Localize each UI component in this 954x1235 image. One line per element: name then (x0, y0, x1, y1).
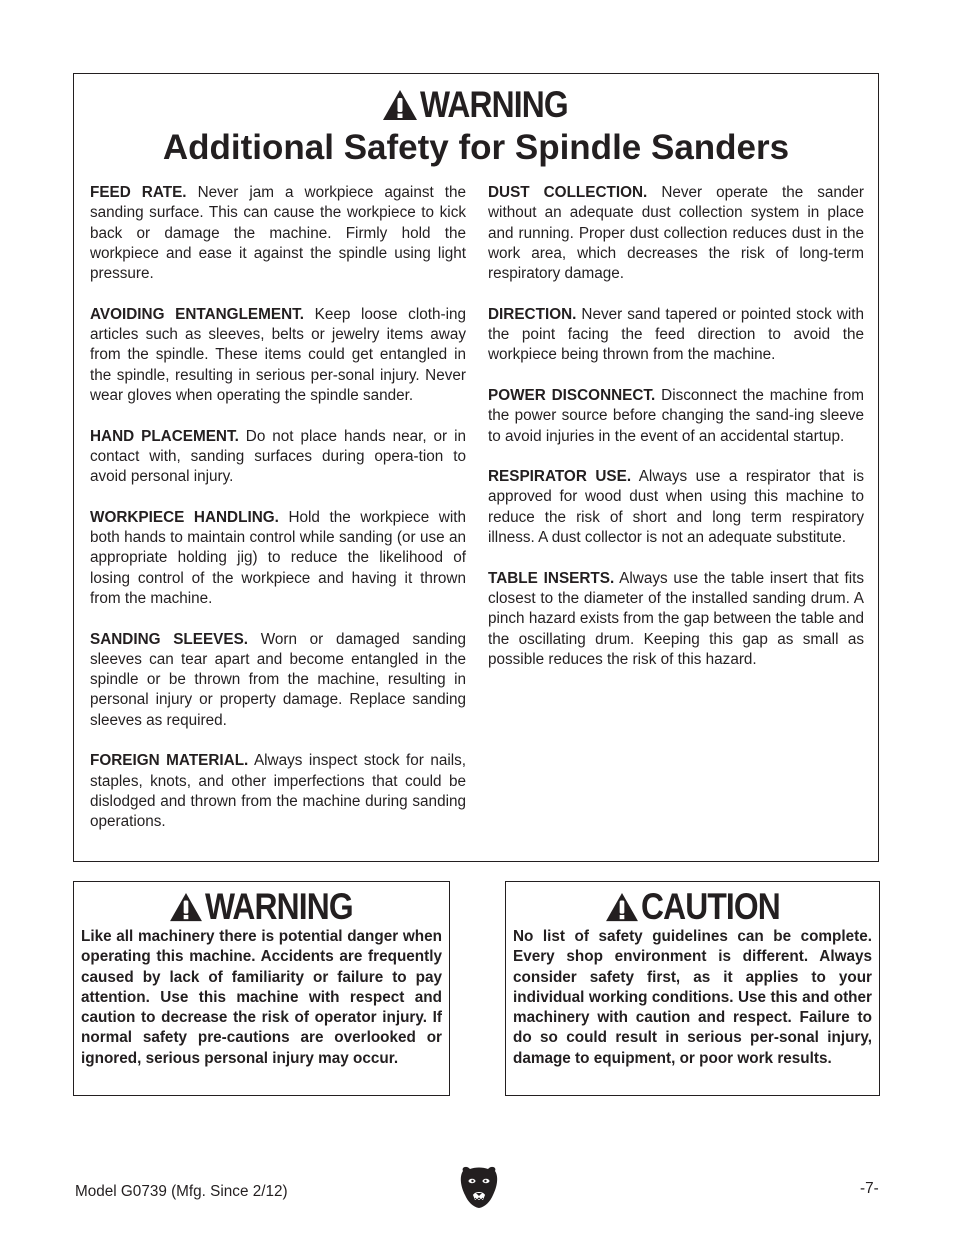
safety-paragraph (90, 751, 466, 832)
paragraph-text: Disconnect the machine from the power source before changing the sand-ing sleeve to avoid injuries in the event of an accidental startup. (488, 386, 864, 445)
paragraph-heading: POWER DISCONNECT. (488, 386, 656, 404)
paragraph-text: Always use a respirator that is approved for wood dust when using this machine to reduce the risk of short and long term respiratory illness. A dust collector is not an adequate substitute. (488, 468, 864, 547)
paragraph-heading: WORKPIECE HANDLING. (90, 508, 279, 526)
warning-triangle-icon (382, 89, 418, 121)
signal-word-warning: WARNING (420, 84, 568, 125)
paragraph-text: Never jam a workpiece against the sanding surface. This can cause the workpiece to kick back or damage the machine. Firmly hold the workpiece and ease it against the spindle using light pressure. (90, 184, 467, 283)
paragraph-text: Do not place hands near, or in contact with, sanding surfaces during opera-tion to avoid personal injury. (90, 427, 466, 486)
safety-paragraph (90, 427, 466, 488)
paragraph-text: Always inspect stock for nails, staples, knots, and other imperfections that could be dislodged and thrown from the machine during sanding operations. (90, 752, 467, 831)
safety-paragraph (488, 467, 864, 548)
safety-paragraph (488, 386, 864, 447)
warning-header (74, 86, 878, 123)
caution-text: No list of safety guidelines can be complete. Every shop environment is different. Always consider safety first, as it applies to your individual working conditions. Use this and other machinery with caution and respect. Failure to do so could result in serious per-sonal injury, damage to equipment, or poor work results. (513, 928, 872, 1067)
warning-header (74, 888, 449, 925)
safety-paragraph (90, 305, 466, 406)
page-title: Additional Safety for Spindle Sanders (162, 128, 790, 167)
paragraph-text: Always use the table insert that fits closest to the diameter of the installed sanding drum. A pinch hazard exists from the gap between the table and the oscillating drum. Keeping this gap as small as possible reduces the risk of this hazard. (488, 569, 864, 668)
safety-paragraph (488, 569, 864, 670)
paragraph-text: Never operate the sander without an adequate dust collection system in place and running. Proper dust collection reduces dust in the work area, which decreases the risk of long-term respiratory damage. (488, 184, 864, 283)
bear-head-icon (459, 1165, 499, 1209)
caution-box (505, 881, 880, 1096)
paragraph-heading: DUST COLLECTION. (488, 184, 648, 201)
left-column (90, 183, 466, 853)
safety-paragraph (488, 305, 864, 366)
paragraph-text: Hold the workpiece with both hands to maintain control while sanding (or use an appropriate holding jig) to reduce the likelihood of losing control of the workpiece and having it thrown from the machine. (90, 508, 466, 607)
safety-paragraph (90, 630, 466, 731)
safety-paragraph (488, 183, 864, 284)
paragraph-text: Worn or damaged sanding sleeves can tear apart and become entangled in the spindle or be thrown from the machine, resulting in personal injury or property damage. Replace sanding sleeves as required. (90, 630, 466, 729)
paragraph-text: Keep loose cloth-ing articles such as sleeves, belts or jewelry items away from the spindle. These items could get entangled in the spindle, resulting in serious per-sonal injury. Never wear gloves when operating the spindle sander. (90, 305, 466, 404)
safety-paragraph (90, 183, 466, 284)
warning-triangle-icon (169, 892, 203, 922)
general-warning-box (73, 881, 450, 1096)
warning-triangle-icon (605, 892, 639, 922)
safety-paragraph (90, 508, 466, 609)
signal-word-warning: WARNING (204, 886, 353, 927)
paragraph-heading: DIRECTION. (488, 305, 577, 323)
right-column (488, 183, 864, 690)
warning-text: Like all machinery there is potential danger when operating this machine. Accidents are frequently caused by lack of familiarity or failure to pay attention. Use this machine with respect and caution to decrease the risk of operator injury. If normal safety pre-cautions are overlooked or ignored, serious personal injury may occur. (81, 928, 442, 1067)
paragraph-heading: HAND PLACEMENT. (90, 427, 239, 445)
model-label: Model G0739 (Mfg. Since 2/12) (75, 1183, 288, 1200)
paragraph-heading: TABLE INSERTS. (488, 569, 615, 587)
paragraph-text: Never sand tapered or pointed stock with the point facing the feed direction to avoid the workpiece being thrown from the machine. (488, 305, 864, 364)
page-number: -7- (860, 1180, 879, 1197)
caution-header (506, 888, 879, 925)
paragraph-heading: RESPIRATOR USE. (488, 468, 632, 486)
safety-warning-box (73, 73, 879, 862)
paragraph-heading: FOREIGN MATERIAL. (90, 752, 249, 770)
paragraph-heading: SANDING SLEEVES. (90, 630, 249, 648)
paragraph-heading: FEED RATE. (90, 184, 187, 201)
paragraph-heading: AVOIDING ENTANGLEMENT. (90, 305, 305, 323)
signal-word-caution: CAUTION (640, 886, 780, 927)
